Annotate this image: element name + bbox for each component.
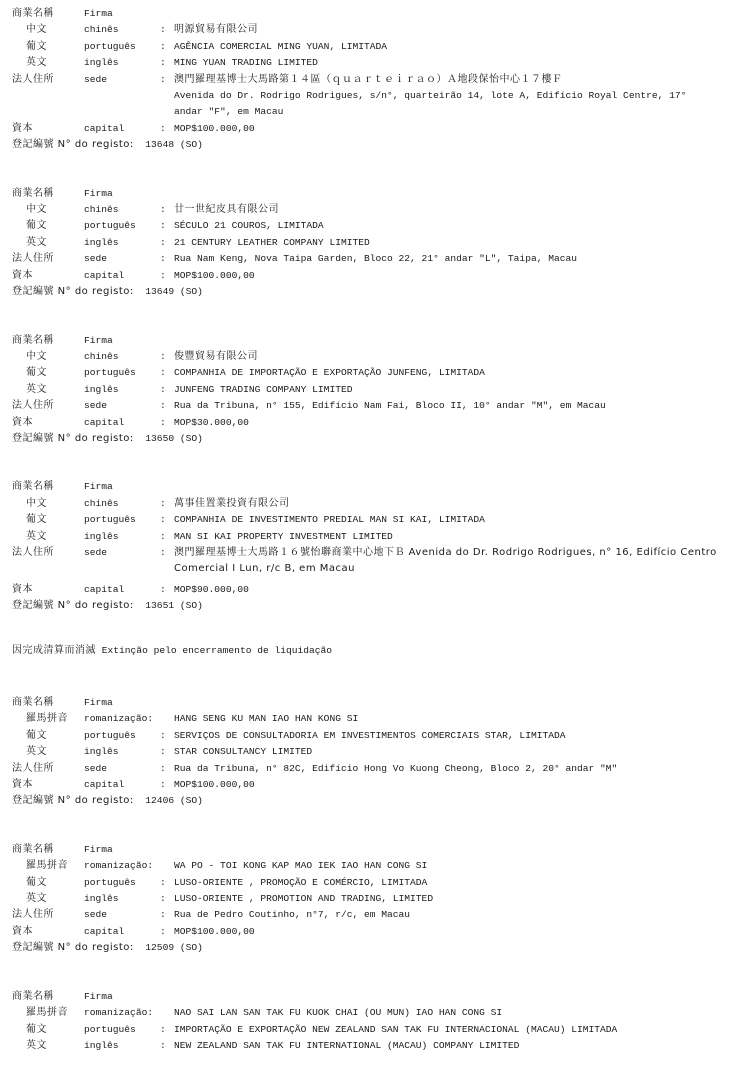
registo-label: 登記編號 N° do registo: bbox=[12, 795, 134, 807]
company-name-english: JUNFENG TRADING COMPANY LIMITED bbox=[174, 383, 353, 395]
firma-label-pt: Firma bbox=[84, 334, 113, 346]
separator bbox=[160, 711, 174, 727]
field-label-pt: inglês bbox=[84, 57, 119, 69]
registo-label: 登記編號 N° do registo: bbox=[12, 286, 134, 298]
field-label-pt: inglês bbox=[84, 383, 119, 395]
separator: : bbox=[160, 400, 166, 412]
sede-label-zh: 法人住所 bbox=[12, 253, 54, 265]
sede-address: Rua da Tribuna, n° 82C, Edifício Hong Vo Kuong Cheong, Bloco 2, 20° andar "M" bbox=[174, 762, 618, 774]
firma-label-zh: 商業名稱 bbox=[12, 334, 54, 346]
registo-label: 登記編號 N° do registo: bbox=[12, 942, 134, 954]
field-label-pt: inglês bbox=[84, 893, 119, 905]
firma-label-zh: 商業名稱 bbox=[12, 8, 54, 19]
separator: : bbox=[160, 57, 166, 69]
field-label-pt: português bbox=[84, 40, 136, 52]
field-label-zh: 葡文 bbox=[26, 514, 47, 526]
registo-label: 登記編號 N° do registo: bbox=[12, 139, 134, 151]
company-name-chinese: 萬事佳置業投資有限公司 bbox=[174, 497, 290, 509]
separator: : bbox=[160, 583, 166, 595]
capital-value: MOP$90.000,00 bbox=[174, 583, 249, 595]
firma-label-zh: 商業名稱 bbox=[12, 697, 54, 708]
field-label-pt: inglês bbox=[84, 746, 119, 758]
field-label-pt: chinês bbox=[84, 350, 119, 362]
capital-label-zh: 資本 bbox=[12, 122, 33, 134]
capital-label-zh: 資本 bbox=[12, 779, 33, 791]
registry-entry bbox=[12, 186, 718, 301]
field-label-pt: chinês bbox=[84, 24, 119, 36]
field-label-zh: 葡文 bbox=[26, 40, 47, 52]
capital-value: MOP$100.000,00 bbox=[174, 269, 255, 281]
separator: : bbox=[160, 236, 166, 248]
separator bbox=[160, 1005, 174, 1021]
field-label-zh: 羅馬拼音 bbox=[26, 713, 68, 725]
sede-label-zh: 法人住所 bbox=[12, 546, 54, 558]
sede-address: 澳門羅理基博士大馬路１６號怡聯商業中心地下Ｂ Avenida do Dr. Rodrigo Rodrigues, n° 16, Edifício Centro Comercial I Lun, r/c B, em Macau bbox=[174, 546, 717, 575]
field-label-zh: 英文 bbox=[26, 57, 47, 69]
company-name-portuguese: SÉCULO 21 COUROS, LIMITADA bbox=[174, 220, 324, 232]
registo-label: 登記編號 N° do registo: bbox=[12, 432, 134, 444]
registo-number: 13648 (SO) bbox=[145, 139, 203, 151]
field-label-zh: 葡文 bbox=[26, 367, 47, 379]
field-label-pt: chinês bbox=[84, 204, 119, 216]
field-label-pt: chinês bbox=[84, 497, 119, 509]
firma-label-zh: 商業名稱 bbox=[12, 843, 54, 855]
company-name-english: LUSO-ORIENTE , PROMOTION AND TRADING, LIMITED bbox=[174, 893, 434, 905]
firma-label-pt: Firma bbox=[84, 843, 113, 855]
registo-label: 登記編號 N° do registo: bbox=[12, 600, 134, 612]
separator: : bbox=[160, 746, 166, 758]
capital-label-zh: 資本 bbox=[12, 925, 33, 937]
sede-label-zh: 法人住所 bbox=[12, 73, 54, 85]
field-label-zh: 葡文 bbox=[26, 729, 47, 741]
field-label-pt: português bbox=[84, 1023, 136, 1035]
capital-label-pt: capital bbox=[84, 779, 125, 791]
field-label-pt: romanização: bbox=[84, 713, 154, 725]
field-label-zh: 中文 bbox=[26, 204, 47, 216]
field-label-zh: 葡文 bbox=[26, 220, 47, 232]
separator: : bbox=[160, 779, 166, 791]
field-label-pt: inglês bbox=[84, 530, 119, 542]
field-label-zh: 英文 bbox=[26, 530, 47, 542]
separator: : bbox=[160, 40, 166, 52]
field-label-zh: 英文 bbox=[26, 1039, 47, 1051]
sede-label-pt: sede bbox=[84, 762, 108, 774]
company-name-english: MING YUAN TRADING LIMITED bbox=[174, 57, 318, 69]
field-label-pt: português bbox=[84, 514, 136, 526]
field-label-pt: português bbox=[84, 729, 136, 741]
capital-value: MOP$100.000,00 bbox=[174, 925, 255, 937]
separator: : bbox=[160, 546, 166, 558]
sede-label-zh: 法人住所 bbox=[12, 762, 54, 774]
separator: : bbox=[160, 367, 166, 379]
separator: : bbox=[160, 762, 166, 774]
separator: : bbox=[160, 909, 166, 921]
registo-number: 13649 (SO) bbox=[145, 286, 203, 298]
registo-number: 13650 (SO) bbox=[145, 432, 203, 444]
company-name-portuguese: IMPORTAÇÃO E EXPORTAÇÃO NEW ZEALAND SAN TAK FU INTERNACIONAL (MACAU) LIMITADA bbox=[174, 1023, 618, 1035]
separator: : bbox=[160, 530, 166, 542]
separator: : bbox=[160, 876, 166, 888]
field-label-pt: português bbox=[84, 220, 136, 232]
separator: : bbox=[160, 350, 166, 362]
capital-value: MOP$100.000,00 bbox=[174, 122, 255, 134]
firma-label-pt: Firma bbox=[84, 990, 113, 1002]
sede-address: Rua da Tribuna, n° 155, Edifício Nam Fai, Bloco II, 10° andar "M", em Macau bbox=[174, 400, 606, 412]
firma-label-pt: Firma bbox=[84, 187, 113, 199]
registo-number: 13651 (SO) bbox=[145, 600, 203, 612]
field-label-pt: inglês bbox=[84, 1039, 119, 1051]
company-name-chinese: 俊豐貿易有限公司 bbox=[174, 350, 258, 362]
separator: : bbox=[160, 497, 166, 509]
document-body bbox=[12, 6, 718, 1086]
company-name-romanized: HANG SENG KU MAN IAO HAN KONG SI bbox=[174, 713, 359, 725]
company-name-portuguese: LUSO-ORIENTE , PROMOÇÃO E COMÉRCIO, LIMITADA bbox=[174, 876, 428, 888]
sede-label-pt: sede bbox=[84, 253, 108, 265]
field-label-pt: português bbox=[84, 367, 136, 379]
capital-value: MOP$30.000,00 bbox=[174, 416, 249, 428]
notice-pt: Extinção pelo encerramento de liquidação bbox=[101, 644, 333, 656]
capital-value: MOP$100.000,00 bbox=[174, 779, 255, 791]
registry-entry bbox=[12, 479, 718, 614]
separator: : bbox=[160, 220, 166, 232]
extinct-registry-entry bbox=[12, 842, 718, 957]
separator: : bbox=[160, 1039, 166, 1051]
separator: : bbox=[160, 269, 166, 281]
separator: : bbox=[160, 729, 166, 741]
separator: : bbox=[160, 204, 166, 216]
sede-label-pt: sede bbox=[84, 909, 108, 921]
separator: : bbox=[160, 893, 166, 905]
registo-number: 12509 (SO) bbox=[145, 942, 203, 954]
capital-label-zh: 資本 bbox=[12, 583, 33, 595]
company-name-english: MAN SI KAI PROPERTY INVESTMENT LIMITED bbox=[174, 530, 393, 542]
notice-zh: 因完成清算而消滅 bbox=[12, 644, 96, 656]
separator: : bbox=[160, 253, 166, 265]
field-label-pt: português bbox=[84, 876, 136, 888]
separator: : bbox=[160, 1023, 166, 1035]
capital-label-pt: capital bbox=[84, 122, 125, 134]
firma-label-zh: 商業名稱 bbox=[12, 187, 54, 199]
sede-label-pt: sede bbox=[84, 400, 108, 412]
company-name-romanized: NAO SAI LAN SAN TAK FU KUOK CHAI (OU MUN) IAO HAN CONG SI bbox=[174, 1007, 503, 1019]
separator: : bbox=[160, 383, 166, 395]
capital-label-zh: 資本 bbox=[12, 416, 33, 428]
firma-label-pt: Firma bbox=[84, 697, 113, 708]
company-name-chinese: 廿一世紀皮具有限公司 bbox=[174, 204, 279, 216]
capital-label-pt: capital bbox=[84, 269, 125, 281]
field-label-zh: 中文 bbox=[26, 24, 47, 36]
company-name-portuguese: SERVIÇOS DE CONSULTADORIA EM INVESTIMENTOS COMERCIAIS STAR, LIMITADA bbox=[174, 729, 566, 741]
field-label-pt: romanização: bbox=[84, 860, 154, 872]
separator: : bbox=[160, 122, 166, 134]
separator: : bbox=[160, 514, 166, 526]
sede-address: Rua Nam Keng, Nova Taipa Garden, Bloco 22, 21° andar "L", Taipa, Macau bbox=[174, 253, 578, 265]
company-name-romanized: WA PO - TOI KONG KAP MAO IEK IAO HAN CONG SI bbox=[174, 860, 428, 872]
separator: : bbox=[160, 925, 166, 937]
firma-label-zh: 商業名稱 bbox=[12, 481, 54, 493]
capital-label-pt: capital bbox=[84, 416, 125, 428]
field-label-zh: 葡文 bbox=[26, 876, 47, 888]
company-name-chinese: 明源貿易有限公司 bbox=[174, 24, 258, 36]
firma-label-zh: 商業名稱 bbox=[12, 990, 54, 1002]
firma-label-pt: Firma bbox=[84, 8, 113, 19]
field-label-zh: 中文 bbox=[26, 350, 47, 362]
registry-entry bbox=[12, 333, 718, 448]
company-name-english: 21 CENTURY LEATHER COMPANY LIMITED bbox=[174, 236, 370, 248]
sede-address-pt: Avenida do Dr. Rodrigo Rodrigues, s/n°, quarteirão 14, lote A, Edifício Royal Centre, 17° andar "F", em Macau bbox=[174, 90, 687, 118]
extinction-notice bbox=[12, 643, 718, 659]
field-label-zh: 英文 bbox=[26, 893, 47, 905]
field-label-zh: 英文 bbox=[26, 746, 47, 758]
company-name-portuguese: COMPANHIA DE IMPORTAÇÃO E EXPORTAÇÃO JUNFENG, LIMITADA bbox=[174, 367, 485, 379]
capital-label-pt: capital bbox=[84, 925, 125, 937]
sede-label-zh: 法人住所 bbox=[12, 400, 54, 412]
sede-address-zh: 澳門羅理基博士大馬路第１４區（ｑｕａｒｔｅｉｒａｏ）Ａ地段保怡中心１７樓Ｆ bbox=[174, 73, 563, 85]
field-label-zh: 中文 bbox=[26, 497, 47, 509]
registry-entry bbox=[12, 6, 718, 154]
extinct-registry-entry bbox=[12, 989, 718, 1055]
field-label-zh: 羅馬拼音 bbox=[26, 1007, 68, 1019]
field-label-pt: inglês bbox=[84, 236, 119, 248]
capital-label-zh: 資本 bbox=[12, 269, 33, 281]
separator: : bbox=[160, 73, 166, 85]
field-label-zh: 葡文 bbox=[26, 1023, 47, 1035]
separator: : bbox=[160, 416, 166, 428]
company-name-portuguese: AGÊNCIA COMERCIAL MING YUAN, LIMITADA bbox=[174, 40, 388, 52]
field-label-zh: 英文 bbox=[26, 236, 47, 248]
company-name-english: NEW ZEALAND SAN TAK FU INTERNATIONAL (MACAU) COMPANY LIMITED bbox=[174, 1039, 520, 1051]
separator: : bbox=[160, 24, 166, 36]
field-label-pt: romanização: bbox=[84, 1007, 154, 1019]
field-label-zh: 英文 bbox=[26, 383, 47, 395]
field-label-zh: 羅馬拼音 bbox=[26, 860, 68, 872]
sede-label-zh: 法人住所 bbox=[12, 909, 54, 921]
registo-number: 12406 (SO) bbox=[145, 795, 203, 807]
sede-label-pt: sede bbox=[84, 546, 108, 558]
separator bbox=[160, 858, 174, 874]
sede-address: Rua de Pedro Coutinho, n°7, r/c, em Macau bbox=[174, 909, 411, 921]
company-name-portuguese: COMPANHIA DE INVESTIMENTO PREDIAL MAN SI KAI, LIMITADA bbox=[174, 514, 485, 526]
extinct-registry-entry bbox=[12, 695, 718, 810]
sede-label-pt: sede bbox=[84, 73, 108, 85]
company-name-english: STAR CONSULTANCY LIMITED bbox=[174, 746, 313, 758]
capital-label-pt: capital bbox=[84, 583, 125, 595]
firma-label-pt: Firma bbox=[84, 481, 113, 493]
